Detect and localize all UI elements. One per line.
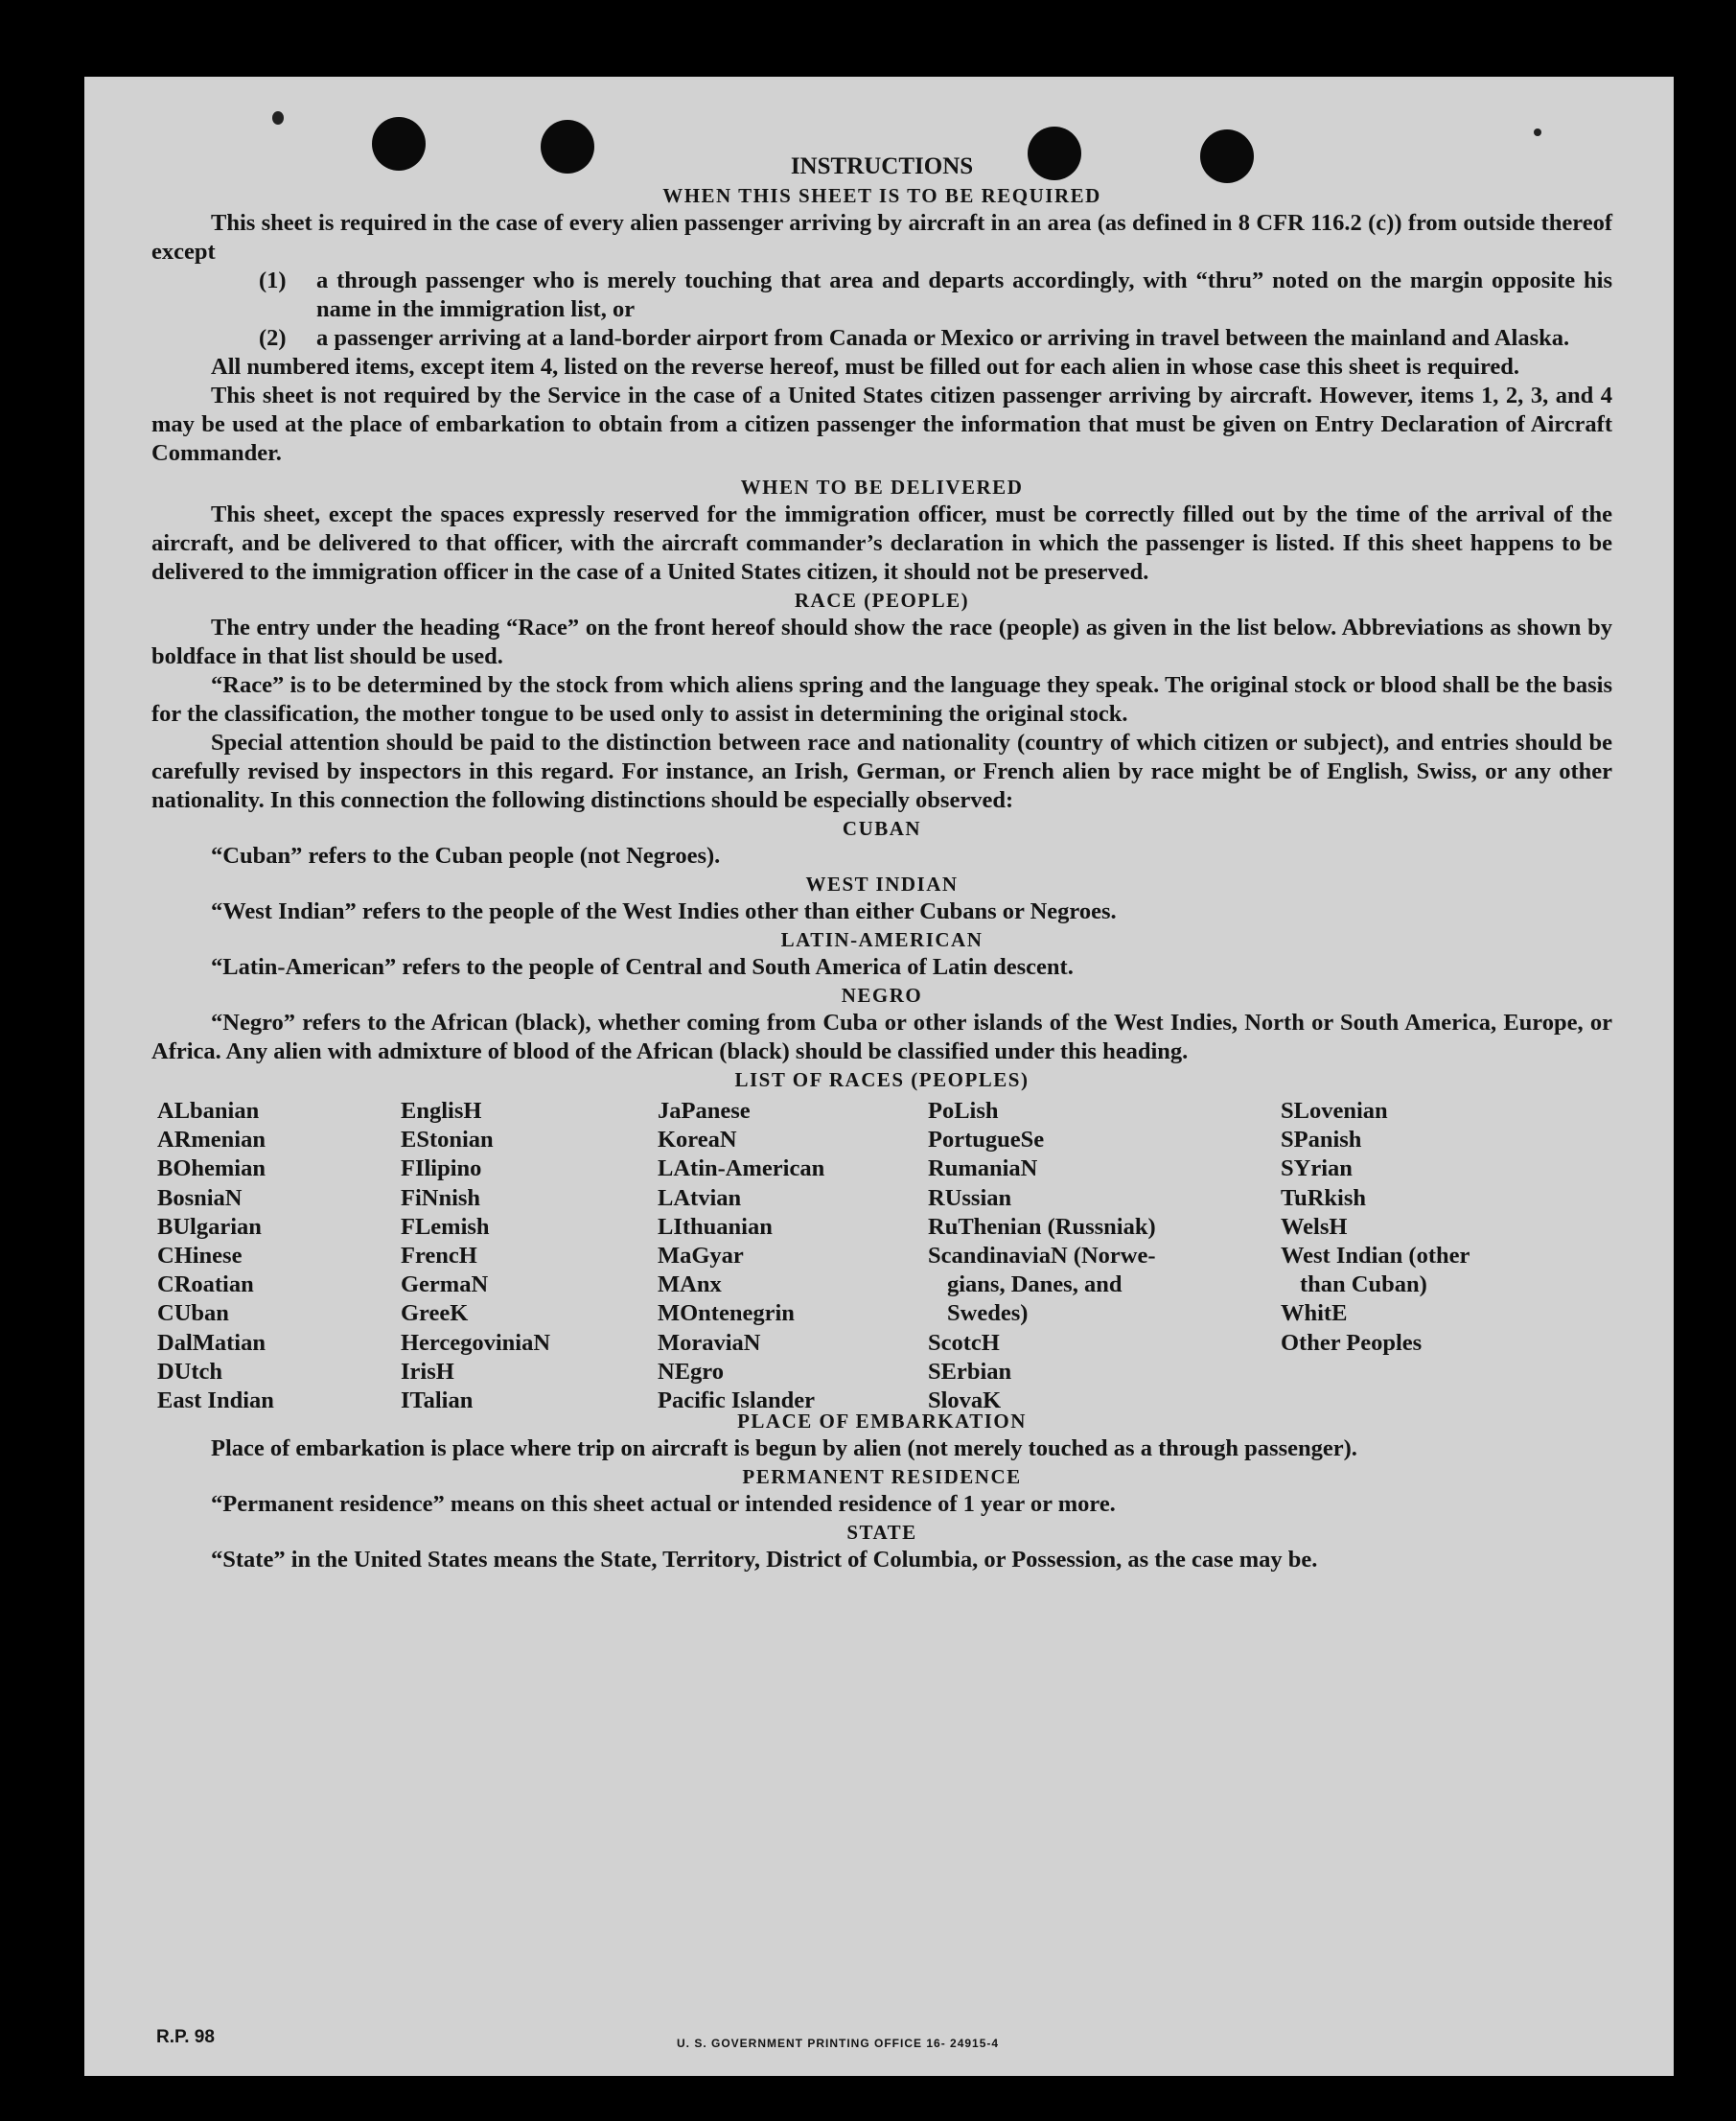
item-text: a passenger arriving at a land-border airport from Canada or Mexico or arriving in travel between the mainland and Alaska.	[316, 325, 1570, 351]
race-entry: RUssian	[928, 1184, 1012, 1211]
state-text: “State” in the United States means the State, Territory, District of Columbia, or Possession, as the case may be.	[211, 1547, 1318, 1573]
page-title: INSTRUCTIONS	[790, 153, 974, 179]
race-entry: DUtch	[157, 1358, 223, 1385]
residence-text: “Permanent residence” means on this sheet actual or intended residence of 1 year or more.	[211, 1491, 1116, 1517]
west-indian-definition: “West Indian” refers to the people of the West Indies other than either Cubans or Negroes.	[211, 898, 1117, 924]
race-entry: RumaniaN	[928, 1155, 1038, 1182]
race-entry: SLovenian	[1281, 1098, 1388, 1124]
race-paragraph-2: “Race” is to be determined by the stock from which aliens spring and the language they speak. The original stock or blood shall be the basis for the classification, the mother tongue to be used only to assist in determining the original stock.	[151, 672, 1612, 727]
race-entry: FLemish	[401, 1213, 490, 1240]
negro-definition: “Negro” refers to the African (black), whether coming from Cuba or other islands of the West Indies, North or South America, Europe, or Africa. Any alien with admixture of blood of the African (black) should be classified under this heading.	[151, 1010, 1612, 1064]
race-entry: LAtvian	[658, 1184, 742, 1211]
printer-imprint: U. S. GOVERNMENT PRINTING OFFICE 16- 24915-4	[677, 2037, 1000, 2050]
item-text: a through passenger who is merely touching that area and departs accordingly, with “thru” noted on the margin opposite his name in the immigration list, or	[316, 268, 1612, 322]
races-column-3	[658, 1097, 824, 1415]
section-heading-race: RACE (PEOPLE)	[794, 589, 970, 612]
race-entry: IrisH	[401, 1358, 454, 1385]
race-entry: BosniaN	[157, 1184, 243, 1211]
form-number: R.P. 98	[156, 2027, 215, 2047]
race-entry: Pacific Islander	[658, 1387, 815, 1414]
race-entry: ITalian	[401, 1387, 474, 1414]
race-entry: CUban	[157, 1300, 229, 1327]
race-entry: MOntenegrin	[658, 1300, 795, 1327]
race-entry: TuRkish	[1281, 1184, 1367, 1211]
race-entry: NEgro	[658, 1358, 724, 1385]
race-entry: LIthuanian	[658, 1213, 773, 1240]
embarkation-text: Place of embarkation is place where trip on aircraft is begun by alien (not merely touched as a through passenger).	[211, 1435, 1357, 1461]
race-entry: than Cuban)	[1300, 1271, 1427, 1298]
race-entry: GreeK	[401, 1300, 469, 1327]
race-entry: WelsH	[1281, 1213, 1348, 1240]
race-entry: SlovaK	[928, 1387, 1002, 1414]
race-entry: ARmenian	[157, 1127, 266, 1154]
race-entry: SYrian	[1281, 1155, 1353, 1182]
item-number: (2)	[259, 325, 287, 351]
races-column-5	[1281, 1097, 1470, 1358]
race-entry: CRoatian	[157, 1271, 254, 1298]
required-paragraph-2: All numbered items, except item 4, listed on the reverse hereof, must be filled out for each alien in whose case this sheet is required.	[211, 354, 1520, 380]
document-sheet	[84, 77, 1674, 2076]
race-entry: PoLish	[928, 1098, 999, 1124]
race-entry: MaGyar	[658, 1243, 744, 1270]
exception-item-2	[151, 324, 1612, 353]
race-entry: West Indian (other	[1281, 1243, 1470, 1270]
section-heading-cuban: CUBAN	[842, 817, 922, 840]
races-column-4	[928, 1097, 1156, 1415]
race-entry: East Indian	[157, 1387, 274, 1414]
section-heading-west-indian: WEST INDIAN	[805, 873, 959, 896]
race-entry: Other Peoples	[1281, 1329, 1423, 1356]
instructions-content	[151, 152, 1612, 1574]
race-entry: MoraviaN	[658, 1329, 761, 1356]
races-column-1	[157, 1097, 274, 1415]
latin-american-definition: “Latin-American” refers to the people of Central and South America of Latin descent.	[211, 954, 1074, 980]
section-heading-required: WHEN THIS SHEET IS TO BE REQUIRED	[662, 184, 1101, 207]
race-entry: FiNnish	[401, 1184, 481, 1211]
race-entry: GermaN	[401, 1271, 489, 1298]
item-number: (1)	[259, 268, 287, 293]
race-entry: RuThenian (Russniak)	[928, 1213, 1156, 1240]
race-entry: Swedes)	[947, 1300, 1029, 1327]
race-entry: CHinese	[157, 1243, 243, 1270]
race-entry: EStonian	[401, 1127, 494, 1154]
race-entry: DalMatian	[157, 1329, 266, 1356]
race-entry: BOhemian	[157, 1155, 266, 1182]
race-paragraph-3: Special attention should be paid to the distinction between race and nationality (country of which citizen or subject), and entries should be carefully revised by inspectors in this regard. For instance, an Irish, German, or French alien by race might be of English, Swiss, or any other nationality. In this connection the following distinctions should be especially observed:	[151, 730, 1612, 813]
required-intro: This sheet is required in the case of every alien passenger arriving by aircraft in an area (as defined in 8 CFR 116.2 (c)) from outside thereof except	[151, 210, 1612, 265]
races-list	[151, 1093, 1612, 1414]
section-heading-negro: NEGRO	[841, 984, 923, 1007]
race-entry: ScotcH	[928, 1329, 1000, 1356]
required-paragraph-3: This sheet is not required by the Service in the case of a United States citizen passenger arriving by aircraft. However, items 1, 2, 3, and 4 may be used at the place of embarkation to obtain from a citizen passenger the information that must be given on Entry Declaration of Aircraft Commander.	[151, 383, 1612, 466]
race-entry: SPanish	[1281, 1127, 1362, 1154]
section-heading-state: STATE	[846, 1521, 917, 1544]
race-entry: HercegoviniaN	[401, 1329, 551, 1356]
races-column-2	[401, 1097, 550, 1415]
race-entry: JaPanese	[658, 1098, 751, 1124]
race-entry: LAtin-American	[658, 1155, 825, 1182]
ink-speck	[272, 111, 284, 125]
race-entry: EnglisH	[401, 1098, 482, 1124]
race-entry: gians, Danes, and	[947, 1271, 1123, 1298]
delivered-text: This sheet, except the spaces expressly reserved for the immigration officer, must be correctly filled out by the time of the arrival of the aircraft, and be delivered to that officer, with the aircraft commander’s declaration in which the passenger is listed. If this sheet happens to be delivered to the immigration officer in the case of a United States citizen, it should not be preserved.	[151, 501, 1612, 585]
cuban-definition: “Cuban” refers to the Cuban people (not Negroes).	[211, 843, 721, 869]
race-entry: ALbanian	[157, 1098, 260, 1124]
race-entry: PortugueSe	[928, 1127, 1045, 1154]
exception-item-1	[151, 267, 1612, 324]
race-entry: ScandinaviaN (Norwe-	[928, 1243, 1156, 1270]
race-entry: MAnx	[658, 1271, 722, 1298]
race-entry: KoreaN	[658, 1127, 737, 1154]
race-entry: BUlgarian	[157, 1213, 262, 1240]
race-entry: SErbian	[928, 1358, 1012, 1385]
race-entry: FIlipino	[401, 1155, 482, 1182]
section-heading-latin-american: LATIN-AMERICAN	[780, 928, 984, 951]
section-heading-races-list: LIST OF RACES (PEOPLES)	[734, 1068, 1030, 1091]
section-heading-delivered: WHEN TO BE DELIVERED	[740, 476, 1024, 499]
ink-speck	[1534, 128, 1541, 136]
race-paragraph-1: The entry under the heading “Race” on the front hereof should show the race (people) as given in the list below. Abbreviations as shown by boldface in that list should be used.	[151, 615, 1612, 669]
section-heading-embarkation: PLACE OF EMBARKATION	[737, 1410, 1027, 1433]
race-entry: FrencH	[401, 1243, 477, 1270]
section-heading-residence: PERMANENT RESIDENCE	[742, 1465, 1022, 1488]
race-entry: WhitE	[1281, 1300, 1348, 1327]
